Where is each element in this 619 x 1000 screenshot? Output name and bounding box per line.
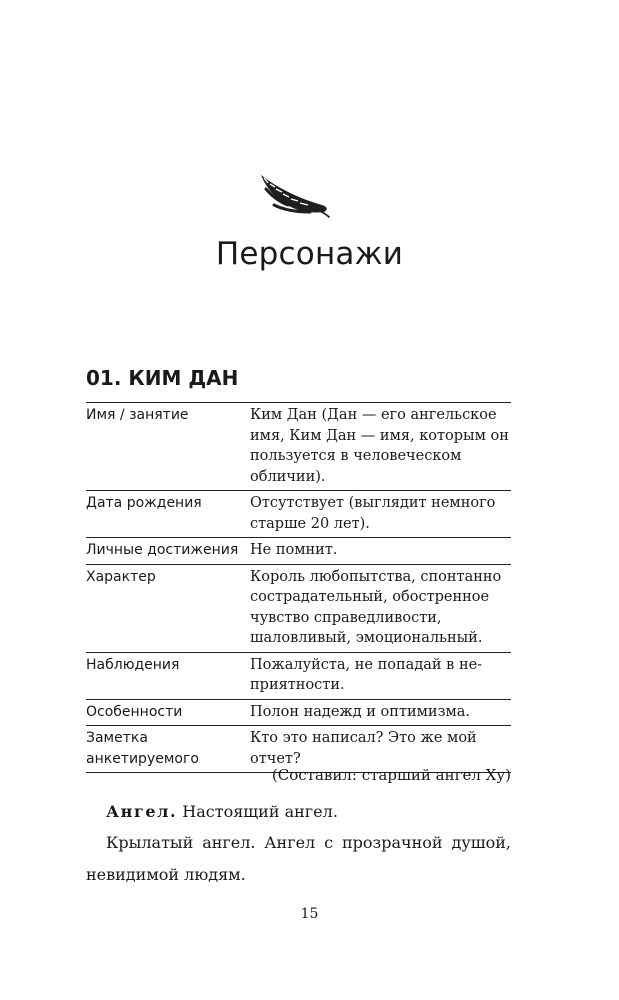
table-row bbox=[86, 403, 511, 491]
term-highlight: Ангел. bbox=[106, 802, 178, 821]
row-value: Король любопытства, спонтанно сострадательный, обостренное чувство справедливости, шаловливый, эмоциональный. bbox=[250, 568, 502, 646]
row-label: Характер bbox=[86, 568, 156, 585]
row-value: Пожалуйста, не попадай в неприятности. bbox=[250, 656, 483, 693]
feather-icon bbox=[258, 172, 330, 218]
compiler-signature: (Составил: старший ангел Ху) bbox=[271, 766, 511, 784]
row-label: Заметка анкетируемого bbox=[86, 730, 199, 767]
table-row bbox=[86, 564, 511, 652]
row-value: Ким Дан (Дан — его ангельское имя, Ким Дан — имя, которым он пользуется в человеческом обличии). bbox=[250, 407, 509, 485]
row-label: Дата рождения bbox=[86, 495, 202, 511]
section-heading: 01. КИМ ДАН bbox=[86, 366, 239, 390]
page-number: 15 bbox=[300, 906, 319, 922]
row-label: Имя / занятие bbox=[86, 407, 189, 423]
table-row bbox=[86, 652, 511, 699]
row-label: Наблюдения bbox=[86, 656, 180, 673]
row-value: Полон надежд и оптимизма. bbox=[250, 703, 471, 720]
paragraph: Крылатый ангел. Ангел с прозрачной душой, невидимой людям. bbox=[86, 833, 511, 884]
row-value: Не помнит. bbox=[250, 542, 338, 558]
table-row bbox=[86, 538, 511, 565]
row-value: Кто это написал? Это же мой отчет? bbox=[250, 730, 477, 767]
paragraph-text: Настоящий ангел. bbox=[177, 802, 338, 821]
page-title: Персонажи bbox=[215, 236, 404, 272]
table-row bbox=[86, 491, 511, 538]
paragraph bbox=[86, 796, 511, 828]
character-profile-table bbox=[86, 402, 511, 773]
row-value: Отсутствует (выглядит немного старше 20 лет). bbox=[250, 495, 496, 532]
row-label: Личные достижения bbox=[86, 542, 239, 558]
row-label: Особенности bbox=[86, 703, 183, 720]
table-row bbox=[86, 699, 511, 726]
